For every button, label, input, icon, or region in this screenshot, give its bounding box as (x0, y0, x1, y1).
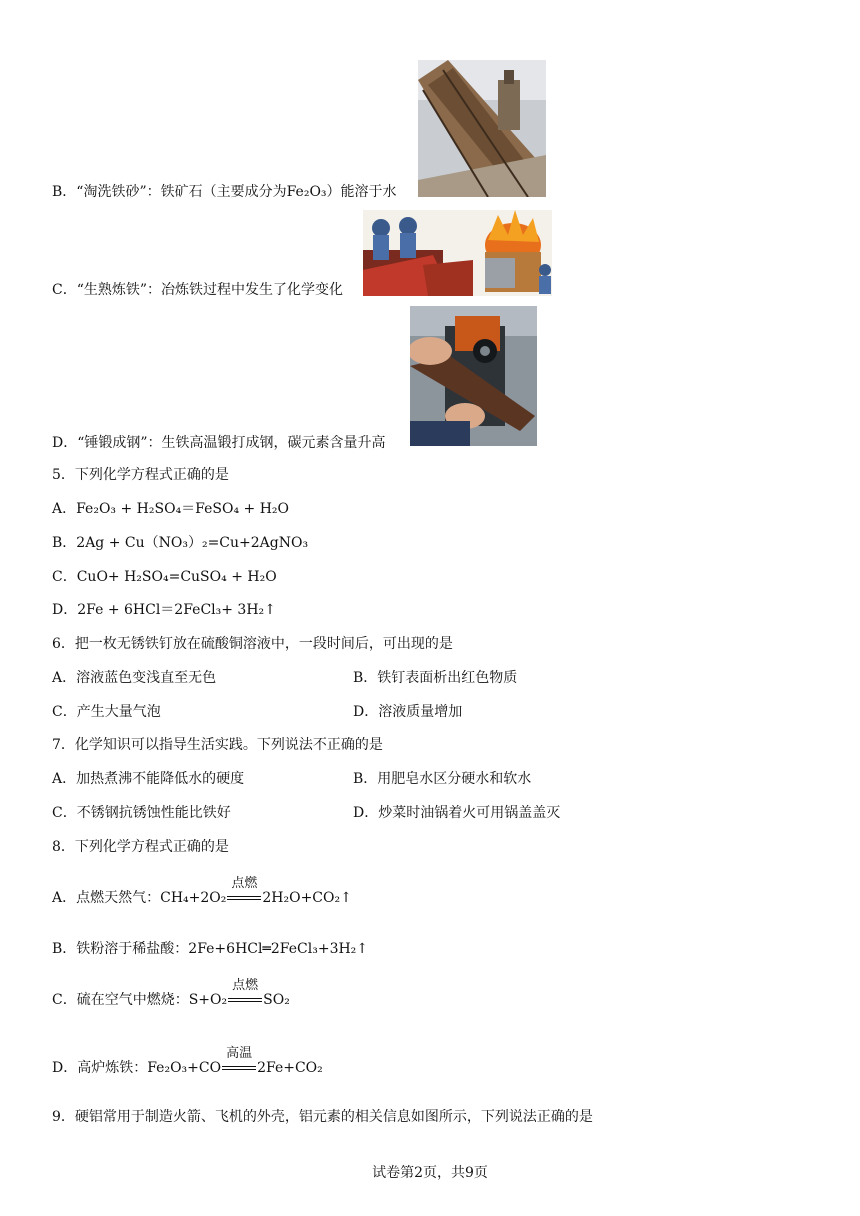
reaction-condition (228, 978, 262, 1009)
q8-option-a-reactants: A．点燃天然气：CH₄+2O₂ (52, 890, 227, 906)
q9-stem: 9．硬铝常用于制造火箭、飞机的外壳，铝元素的相关信息如图所示，下列说法正确的是 (52, 1109, 593, 1125)
q5-option-b: B．2Ag + Cu（NO₃）₂=Cu+2AgNO₃ (52, 535, 309, 551)
q7-option-a: A．加热煮沸不能降低水的硬度 (52, 771, 245, 787)
iron-sand-washing-image (418, 60, 546, 197)
q8-option-a-products: 2H₂O+CO₂↑ (262, 890, 352, 906)
q8-option-b: B．铁粉溶于稀盐酸：2Fe+6HCl═2FeCl₃+3H₂↑ (52, 941, 369, 957)
q8-stem: 8．下列化学方程式正确的是 (52, 839, 229, 855)
q6-option-d: D．溶液质量增加 (353, 704, 463, 720)
condition-label: 点燃 (232, 978, 259, 993)
q7-option-c: C．不锈钢抗锈蚀性能比铁好 (52, 805, 231, 821)
q7-option-b: B．用肥皂水区分硬水和软水 (353, 771, 532, 787)
q5-option-d: D．2Fe + 6HCl＝2FeCl₃+ 3H₂↑ (52, 602, 276, 618)
q4-option-d: D．“锤锻成钢”：生铁高温锻打成钢，碳元素含量升高 (52, 435, 386, 451)
q4-option-b: B．“淘洗铁砂”：铁矿石（主要成分为Fe₂O₃）能溶于水 (52, 184, 397, 200)
q7-option-d: D．炒菜时油锅着火可用锅盖盖灭 (353, 805, 561, 821)
q4-option-c: C．“生熟炼铁”：冶炼铁过程中发生了化学变化 (52, 282, 344, 298)
q8-option-c (52, 978, 290, 1009)
reaction-condition (227, 876, 261, 907)
q8-option-d-reactants: D．高炉炼铁：Fe₂O₃+CO (52, 1060, 222, 1076)
q5-option-a: A．Fe₂O₃ + H₂SO₄＝FeSO₄ + H₂O (52, 501, 290, 517)
q8-option-a (52, 876, 352, 907)
q5-option-c: C．CuO+ H₂SO₄=CuSO₄ + H₂O (52, 569, 277, 585)
page-footer: 试卷第2页，共9页 (372, 1165, 488, 1181)
q6-option-c: C．产生大量气泡 (52, 704, 161, 720)
double-line (228, 998, 262, 1002)
smelting-iron-image (363, 210, 552, 296)
q8-option-c-reactants: C．硫在空气中燃烧：S+O₂ (52, 992, 228, 1008)
q6-option-b: B．铁钉表面析出红色物质 (353, 670, 518, 686)
reaction-condition (222, 1046, 256, 1077)
q5-stem: 5．下列化学方程式正确的是 (52, 467, 229, 483)
forging-steel-image (410, 306, 537, 446)
double-line (227, 896, 261, 900)
condition-label: 高温 (226, 1046, 253, 1061)
double-line (222, 1066, 256, 1070)
q8-option-d (52, 1046, 323, 1077)
q8-option-d-products: 2Fe+CO₂ (257, 1060, 323, 1076)
condition-label: 点燃 (231, 876, 258, 891)
q7-stem: 7．化学知识可以指导生活实践。下列说法不正确的是 (52, 737, 383, 753)
q6-option-a: A．溶液蓝色变浅直至无色 (52, 670, 217, 686)
q8-option-c-products: SO₂ (263, 992, 290, 1008)
q6-stem: 6．把一枚无锈铁钉放在硫酸铜溶液中，一段时间后，可出现的是 (52, 636, 453, 652)
